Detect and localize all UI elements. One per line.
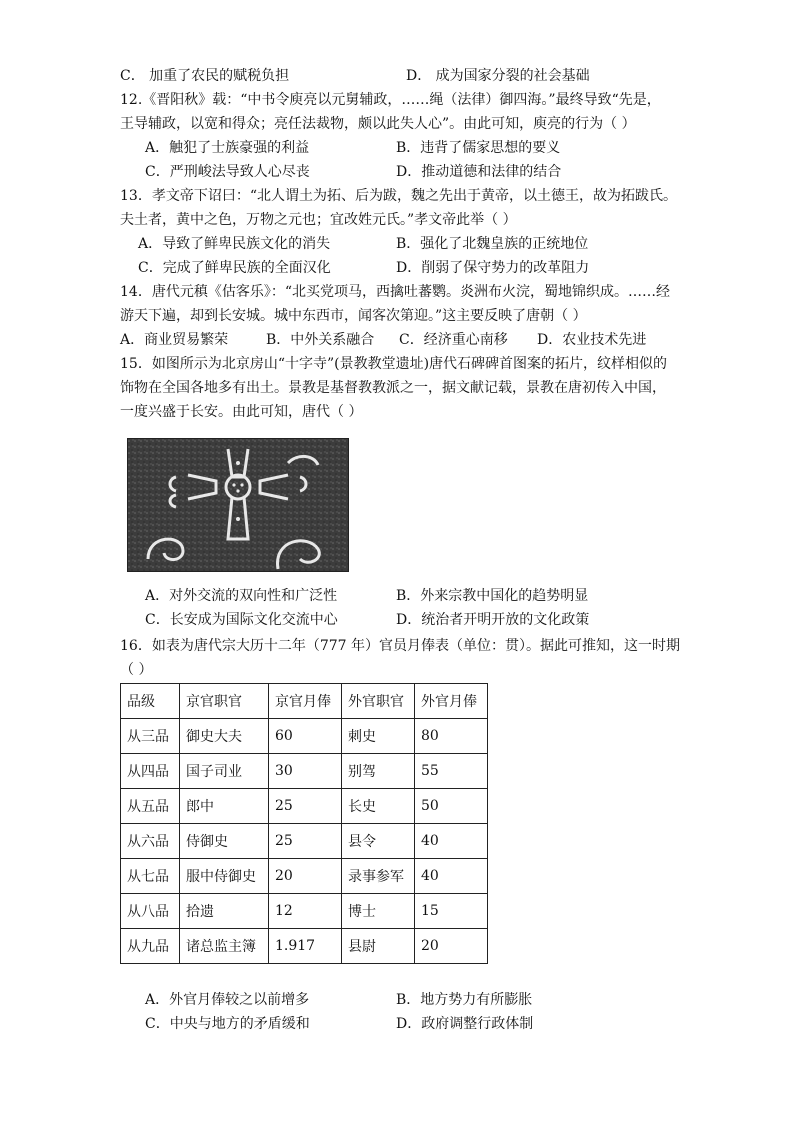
table-cell: 从六品	[121, 824, 180, 859]
table-header-cell: 外官月俸	[415, 684, 488, 719]
q14-option-a[interactable]: A．商业贸易繁荣	[120, 332, 229, 348]
table-row	[121, 894, 488, 929]
table-cell: 御史大夫	[180, 719, 269, 754]
table-cell: 60	[269, 719, 342, 754]
table-cell: 1.917	[269, 929, 342, 964]
q13-option-d[interactable]: D．削弱了保守势力的改革阻力	[396, 260, 590, 276]
q15-option-b[interactable]: B．外来宗教中国化的趋势明显	[396, 588, 589, 604]
q13-option-b[interactable]: B．强化了北魏皇族的正统地位	[396, 236, 589, 252]
table-cell: 从三品	[121, 719, 180, 754]
table-cell: 从四品	[121, 754, 180, 789]
q14-stem-line1: 14．唐代元稹《估客乐》：“北买党项马，西擒吐蕃鹦。炎洲布火浣，蜀地锦织成。……经	[120, 284, 670, 300]
q16-option-b[interactable]: B．地方势力有所膨胀	[396, 992, 533, 1008]
table-cell: 诸总监主簿	[180, 929, 269, 964]
table-row	[121, 824, 488, 859]
table-cell: 县尉	[342, 929, 415, 964]
q15-option-d[interactable]: D．统治者开明开放的文化政策	[396, 612, 590, 628]
table-cell: 县令	[342, 824, 415, 859]
table-cell: 录事参军	[342, 859, 415, 894]
q15-option-c[interactable]: C．长安成为国际文化交流中心	[145, 612, 338, 628]
table-cell: 服中侍御史	[180, 859, 269, 894]
table-cell: 别驾	[342, 754, 415, 789]
table-cell: 从九品	[121, 929, 180, 964]
q14-option-d[interactable]: D．农业技术先进	[537, 332, 647, 348]
table-cell: 55	[415, 754, 488, 789]
table-cell: 25	[269, 789, 342, 824]
q13-option-c[interactable]: C．完成了鲜卑民族的全面汉化	[138, 260, 331, 276]
q13-stem-line1: 13．孝文帝下诏曰：“北人谓土为拓、后为跋，魏之先出于黄帝，以土德王，故为拓跋氏。	[120, 188, 677, 204]
table-cell: 拾遗	[180, 894, 269, 929]
table-row	[121, 929, 488, 964]
q12-option-b[interactable]: B．违背了儒家思想的要义	[396, 140, 561, 156]
table-cell: 刺史	[342, 719, 415, 754]
table-cell: 80	[415, 719, 488, 754]
prev-option-d: D． 成为国家分裂的社会基础	[406, 68, 590, 84]
table-cell: 侍御史	[180, 824, 269, 859]
table-header-row	[121, 684, 488, 719]
table-row	[121, 789, 488, 824]
table-cell: 12	[269, 894, 342, 929]
table-cell: 从八品	[121, 894, 180, 929]
table-cell: 博士	[342, 894, 415, 929]
salary-table	[120, 683, 488, 964]
q15-stem-line2: 饰物在全国各地多有出土。景教是基督教教派之一，据文献记载，景教在唐初传入中国，	[120, 380, 666, 396]
table-header-cell: 外官职官	[342, 684, 415, 719]
q15-option-a[interactable]: A．对外交流的双向性和广泛性	[145, 588, 338, 604]
q12-stem-line1: 12.《晋阳秋》载：“中书令庾亮以元舅辅政，……绳（法律）御四海。”最终导致“先是，	[120, 92, 661, 108]
q12-stem-line2: 王导辅政，以宽和得众；亮任法裁物，颇以此失人心”。由此可知，庾亮的行为（ ）	[120, 116, 636, 132]
table-header-cell: 品级	[121, 684, 180, 719]
q16-option-d[interactable]: D．政府调整行政体制	[396, 1016, 534, 1032]
stone-rubbing-cross-image	[127, 438, 349, 572]
q14-option-c[interactable]: C．经济重心南移	[399, 332, 508, 348]
q12-option-d[interactable]: D．推动道德和法律的结合	[396, 164, 562, 180]
q14-stem-line2: 游天下遍，却到长安城。城中东西市，闻客次第迎。”这主要反映了唐朝（ ）	[120, 308, 587, 324]
table-cell: 40	[415, 824, 488, 859]
table-cell: 20	[415, 929, 488, 964]
prev-option-c: C． 加重了农民的赋税负担	[120, 68, 290, 84]
table-header-cell: 京官月俸	[269, 684, 342, 719]
q16-stem-line1: 16．如表为唐代宗大历十二年（777 年）官员月俸表（单位：贯）。据此可推知，这一时期	[120, 638, 680, 654]
table-row	[121, 754, 488, 789]
q16-option-a[interactable]: A．外官月俸较之以前增多	[145, 992, 310, 1008]
table-cell: 从七品	[121, 859, 180, 894]
q13-option-a[interactable]: A．导致了鲜卑民族文化的消失	[138, 236, 331, 252]
q16-option-c[interactable]: C．中央与地方的矛盾缓和	[145, 1016, 310, 1032]
table-header-cell: 京官职官	[180, 684, 269, 719]
q12-option-a[interactable]: A．触犯了士族豪强的利益	[145, 140, 310, 156]
q12-option-c[interactable]: C．严刑峻法导致人心尽丧	[145, 164, 310, 180]
table-cell: 20	[269, 859, 342, 894]
table-cell: 从五品	[121, 789, 180, 824]
table-cell: 15	[415, 894, 488, 929]
table-row	[121, 719, 488, 754]
table-cell: 30	[269, 754, 342, 789]
q15-stem-line3: 一度兴盛于长安。由此可知，唐代（ ）	[120, 404, 363, 420]
table-cell: 25	[269, 824, 342, 859]
q16-stem-line2: （ ）	[120, 662, 153, 678]
q14-option-b[interactable]: B．中外关系融合	[266, 332, 375, 348]
table-cell: 长史	[342, 789, 415, 824]
table-cell: 郎中	[180, 789, 269, 824]
q13-stem-line2: 夫土者，黄中之色，万物之元也；宜改姓元氏。”孝文帝此举（ ）	[120, 212, 517, 228]
table-row	[121, 859, 488, 894]
table-cell: 国子司业	[180, 754, 269, 789]
q15-stem-line1: 15．如图所示为北京房山“十字寺”(景教教堂遗址)唐代石碑碑首图案的拓片，纹样相似的	[120, 356, 668, 372]
table-cell: 40	[415, 859, 488, 894]
table-cell: 50	[415, 789, 488, 824]
